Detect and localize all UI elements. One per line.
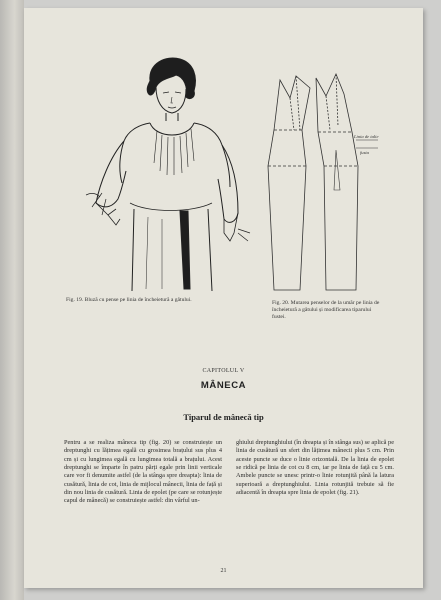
chapter-title: MÂNECA xyxy=(200,380,247,391)
blouse-illustration xyxy=(62,53,262,293)
book-page xyxy=(24,8,423,588)
chapter-number: CAPITOLUL V xyxy=(202,368,245,374)
page-number: 21 xyxy=(220,568,227,574)
fig19-caption: Fig. 19. Bluză cu pense pe linia de încheietură a gâtului. xyxy=(66,297,192,303)
pattern-diagram xyxy=(260,70,380,295)
section-title: Tiparul de mânecă tip xyxy=(183,412,264,422)
facing-page-edge xyxy=(0,0,24,600)
body-left-column: Pentru a se realiza mâneca tip (fig. 20) se construiește un dreptunghi cu lățimea egală cu grosimea brațului sus plus 4 cm și cu lungimea egală cu lungimea totală a brațului. Acest dreptunghi se împarte în patru părți egale prin linii verticale care vor fi denumite astfel (de la stânga spre dreapta): linia de cusătură, linia de cot, linia de mijlocul mânecii, linia de față și din nou linia de cusătură. Linia de epolet (pe care se rotunjește capul de mânecă) se construiește astfel: din vârful un- xyxy=(64,439,222,505)
waist-label: Linia de talie xyxy=(354,134,379,139)
body-right-column: ghiului dreptunghiului (în dreapta și în stânga sus) se aplică pe linia de cusătură un sfert din lățimea mânecii plus 5 cm. Prin aceste puncte se duce o linie orizontală. De la linia de epolet se ridică pe linia de cot cu 8 cm, iar pe linia de față cu 5 cm. Ambele puncte se unesc printr-o linie rotunjită până la latura superioară a dreptunghiului. Linia rotunjită trebuie să fie adiacentă în dreapta spre linia de epolet (fig. 21). xyxy=(236,439,394,497)
fig20-caption: Fig. 20. Mutarea penselor de la umăr pe linia de încheietură a gâtului și modificarea tiparului fustei. xyxy=(272,300,380,320)
skirt-label: fusta xyxy=(360,150,369,155)
